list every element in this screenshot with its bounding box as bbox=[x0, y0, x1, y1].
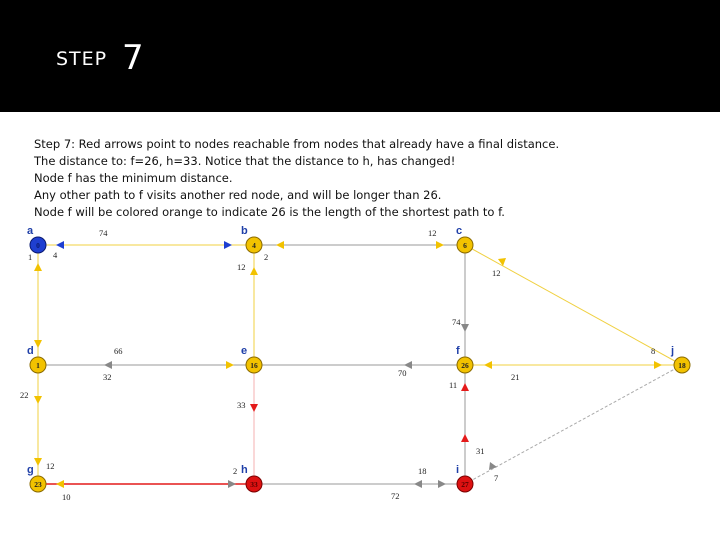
step-description bbox=[34, 136, 694, 221]
description-line: Node f has the minimum distance. bbox=[34, 171, 233, 185]
weight-f-j: 21 bbox=[511, 372, 520, 382]
node-label-f: f bbox=[456, 345, 460, 357]
weight-b-a: 4 bbox=[53, 250, 58, 260]
arrow-e-to-d bbox=[104, 361, 112, 369]
weight-b-e: 12 bbox=[237, 262, 246, 272]
dijkstra-graph bbox=[0, 222, 720, 522]
arrow-j-to-c bbox=[498, 258, 506, 266]
weight-i-f: 31 bbox=[476, 446, 485, 456]
weight-j-c: 8 bbox=[651, 346, 656, 356]
description-line: Node f will be colored orange to indicate 26 is the length of the shortest path to f. bbox=[34, 205, 505, 219]
node-labels bbox=[27, 225, 674, 476]
arrow-a-to-b bbox=[224, 241, 232, 249]
node-g bbox=[30, 476, 46, 492]
node-label-a: a bbox=[27, 225, 34, 237]
svg-text:6: 6 bbox=[463, 241, 467, 250]
arrow-i-to-f bbox=[461, 434, 469, 442]
svg-text:18: 18 bbox=[678, 361, 686, 370]
weight-e-d: 32 bbox=[103, 372, 112, 382]
svg-text:4: 4 bbox=[252, 241, 256, 250]
node-label-j: j bbox=[671, 345, 675, 357]
node-i bbox=[457, 476, 473, 492]
node-j bbox=[674, 357, 690, 373]
weight-g-d: 12 bbox=[46, 461, 55, 471]
weight-h-g: 2 bbox=[233, 466, 238, 476]
weight-i-h: 18 bbox=[418, 466, 427, 476]
arrow-f-to-j bbox=[654, 361, 662, 369]
step-number: 7 bbox=[122, 38, 144, 78]
arrow-e-to-h bbox=[250, 404, 258, 412]
arrow-j-to-f bbox=[484, 361, 492, 369]
weight-c-b: 2 bbox=[264, 252, 269, 262]
node-label-h: h bbox=[241, 464, 248, 476]
edges bbox=[38, 245, 682, 484]
arrow-c-to-b bbox=[276, 241, 284, 249]
weight-b-c: 12 bbox=[428, 228, 437, 238]
weight-a-b: 74 bbox=[99, 228, 108, 238]
arrow-d-to-a bbox=[34, 263, 42, 271]
arrow-h-to-i bbox=[438, 480, 446, 488]
weight-f-i: 11 bbox=[449, 380, 458, 390]
title-banner bbox=[0, 0, 720, 112]
node-f bbox=[457, 357, 473, 373]
arrow-d-to-e bbox=[226, 361, 234, 369]
weight-c-f: 74 bbox=[452, 317, 461, 327]
arrow-b-to-c bbox=[436, 241, 444, 249]
arrow-f-to-i bbox=[461, 383, 469, 391]
svg-text:23: 23 bbox=[34, 480, 42, 489]
description-line: Any other path to f visits another red node, and will be longer than 26. bbox=[34, 188, 442, 202]
node-h bbox=[246, 476, 262, 492]
node-e bbox=[246, 357, 262, 373]
node-a bbox=[30, 237, 46, 253]
arrow-b-to-a bbox=[56, 241, 64, 249]
edge-c-j bbox=[465, 245, 682, 365]
svg-text:0: 0 bbox=[36, 241, 40, 250]
arrow-h-to-g bbox=[56, 480, 64, 488]
arrow-c-to-f bbox=[461, 324, 469, 332]
weight-d-g: 22 bbox=[20, 390, 29, 400]
description-line: Step 7: Red arrows point to nodes reachable from nodes that already have a final distance. bbox=[34, 137, 560, 151]
description-line: The distance to: f=26, h=33. Notice that the distance to h, has changed! bbox=[34, 154, 456, 168]
weight-c-j: 12 bbox=[492, 268, 501, 278]
svg-text:1: 1 bbox=[36, 361, 40, 370]
arrow-e-to-b bbox=[250, 267, 258, 275]
node-d bbox=[30, 357, 46, 373]
svg-text:26: 26 bbox=[461, 361, 469, 370]
node-label-d: d bbox=[27, 345, 34, 357]
node-label-i: i bbox=[456, 464, 460, 476]
node-b bbox=[246, 237, 262, 253]
node-label-g: g bbox=[27, 464, 34, 476]
weight-a-d: 1 bbox=[28, 252, 33, 262]
node-c bbox=[457, 237, 473, 253]
node-label-b: b bbox=[241, 225, 248, 237]
arrow-d-to-g bbox=[34, 458, 42, 466]
svg-text:27: 27 bbox=[461, 480, 469, 489]
svg-text:33: 33 bbox=[250, 480, 258, 489]
arrow-g-to-h bbox=[228, 480, 236, 488]
svg-text:16: 16 bbox=[250, 361, 258, 370]
arrow-i-to-h bbox=[414, 480, 422, 488]
weight-h-i: 72 bbox=[391, 491, 400, 501]
weight-j-i: 7 bbox=[494, 473, 499, 483]
arrow-g-to-d bbox=[34, 396, 42, 404]
arrow-a-to-d bbox=[34, 340, 42, 348]
weight-d-e: 66 bbox=[114, 346, 123, 356]
step-title: STEP bbox=[56, 48, 108, 70]
edge-j-i bbox=[465, 365, 682, 484]
node-label-e: e bbox=[241, 345, 248, 357]
weight-e-h: 33 bbox=[237, 400, 246, 410]
weight-g-h: 10 bbox=[62, 492, 71, 502]
node-label-c: c bbox=[456, 225, 463, 237]
weight-e-f: 70 bbox=[398, 368, 407, 378]
